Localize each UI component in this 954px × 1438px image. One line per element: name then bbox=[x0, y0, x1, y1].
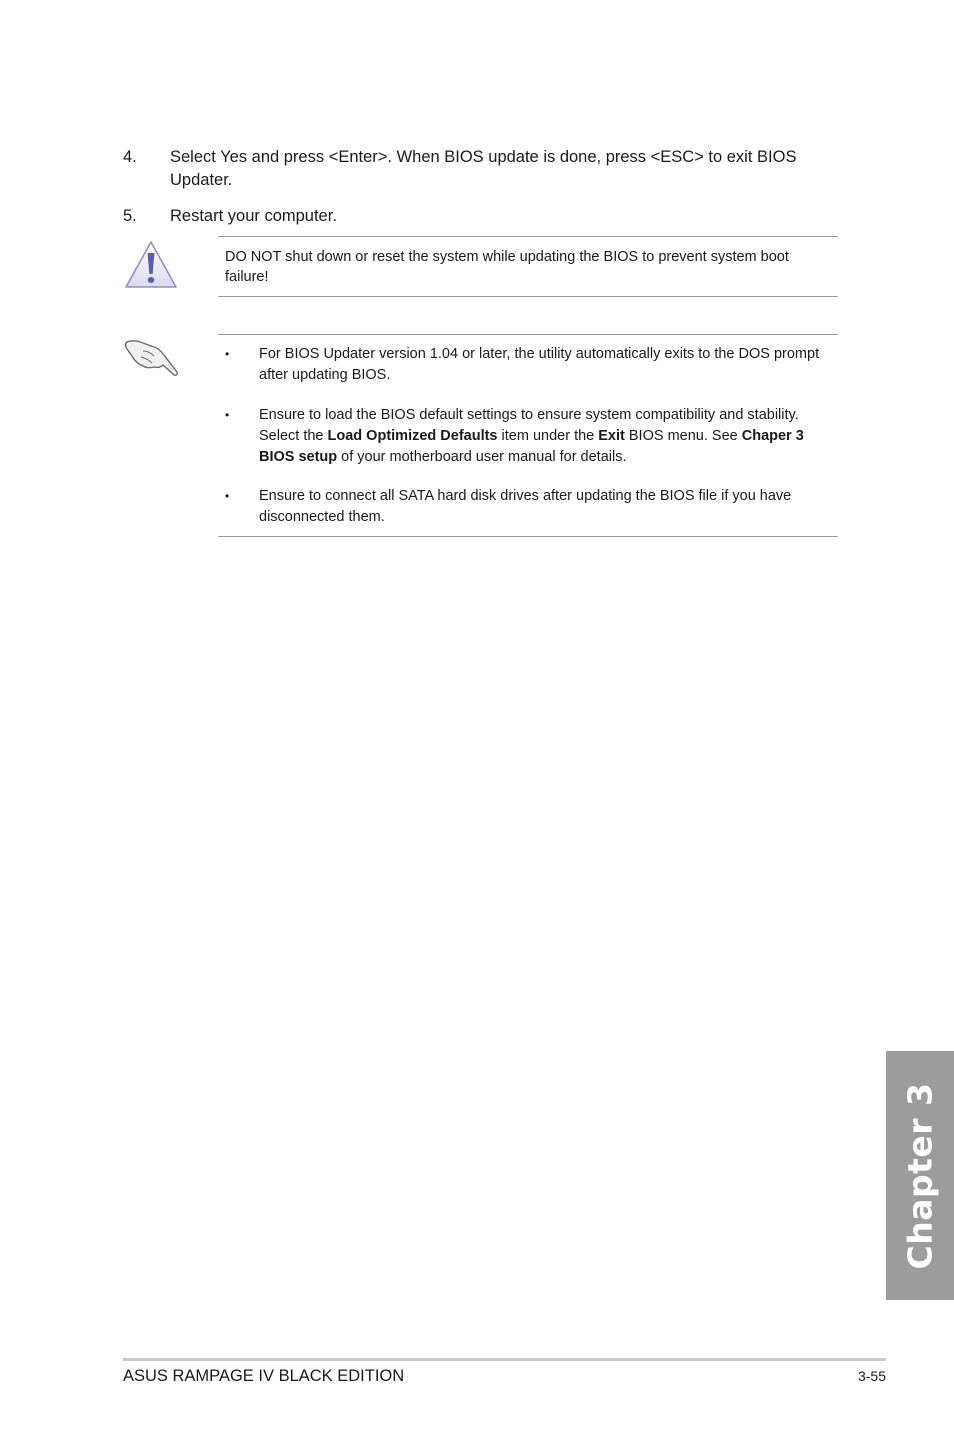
chapter-side-tab bbox=[886, 1051, 954, 1300]
footer-page-number: 3-55 bbox=[857, 1368, 886, 1384]
chapter-reference: Chaper 3 BIOS setup bbox=[259, 428, 804, 465]
footer-rule bbox=[123, 1358, 886, 1361]
note-top-rule bbox=[218, 334, 838, 335]
warning-bottom-rule bbox=[218, 296, 838, 297]
bullet-glyph: • bbox=[225, 347, 230, 361]
note-bullet-3 bbox=[225, 486, 835, 528]
bullet-text: For BIOS Updater version 1.04 or later, the utility automatically exits to the DOS prompt after updating BIOS. bbox=[259, 346, 820, 383]
step-5 bbox=[123, 205, 843, 228]
load-optimized-defaults-term: Load Optimized Defaults bbox=[327, 428, 498, 444]
step-number: 5. bbox=[123, 207, 137, 225]
bullet-text: Ensure to connect all SATA hard disk drives after updating the BIOS file if you have disconnected them. bbox=[259, 488, 792, 525]
pointing-hand-icon bbox=[124, 334, 180, 380]
exit-menu-term: Exit bbox=[598, 428, 625, 444]
chapter-tab-label: Chapter 3 bbox=[900, 1082, 940, 1269]
note-bullet-1 bbox=[225, 344, 835, 386]
warning-triangle-icon bbox=[124, 240, 178, 290]
warning-top-rule bbox=[218, 236, 838, 237]
note-bullet-2 bbox=[225, 405, 835, 468]
note-bottom-rule bbox=[218, 536, 838, 537]
bullet-text: Ensure to load the BIOS default settings to ensure system compatibility and stability. Select the Load Optimized Defaults item under the Exit BIOS menu. See Chaper 3 BIOS setup of your motherboard user manual for details. bbox=[259, 407, 804, 465]
step-text: Restart your computer. bbox=[170, 207, 337, 225]
step-4 bbox=[123, 146, 843, 192]
step-number: 4. bbox=[123, 148, 137, 166]
warning-text: DO NOT shut down or reset the system while updating the BIOS to prevent system boot failure! bbox=[225, 249, 789, 285]
footer-product-name: ASUS RAMPAGE IV BLACK EDITION bbox=[123, 1367, 405, 1385]
step-text: Select Yes and press <Enter>. When BIOS update is done, press <ESC> to exit BIOS Updater. bbox=[170, 148, 797, 189]
bullet-glyph: • bbox=[225, 489, 230, 503]
bullet-glyph: • bbox=[225, 408, 230, 422]
